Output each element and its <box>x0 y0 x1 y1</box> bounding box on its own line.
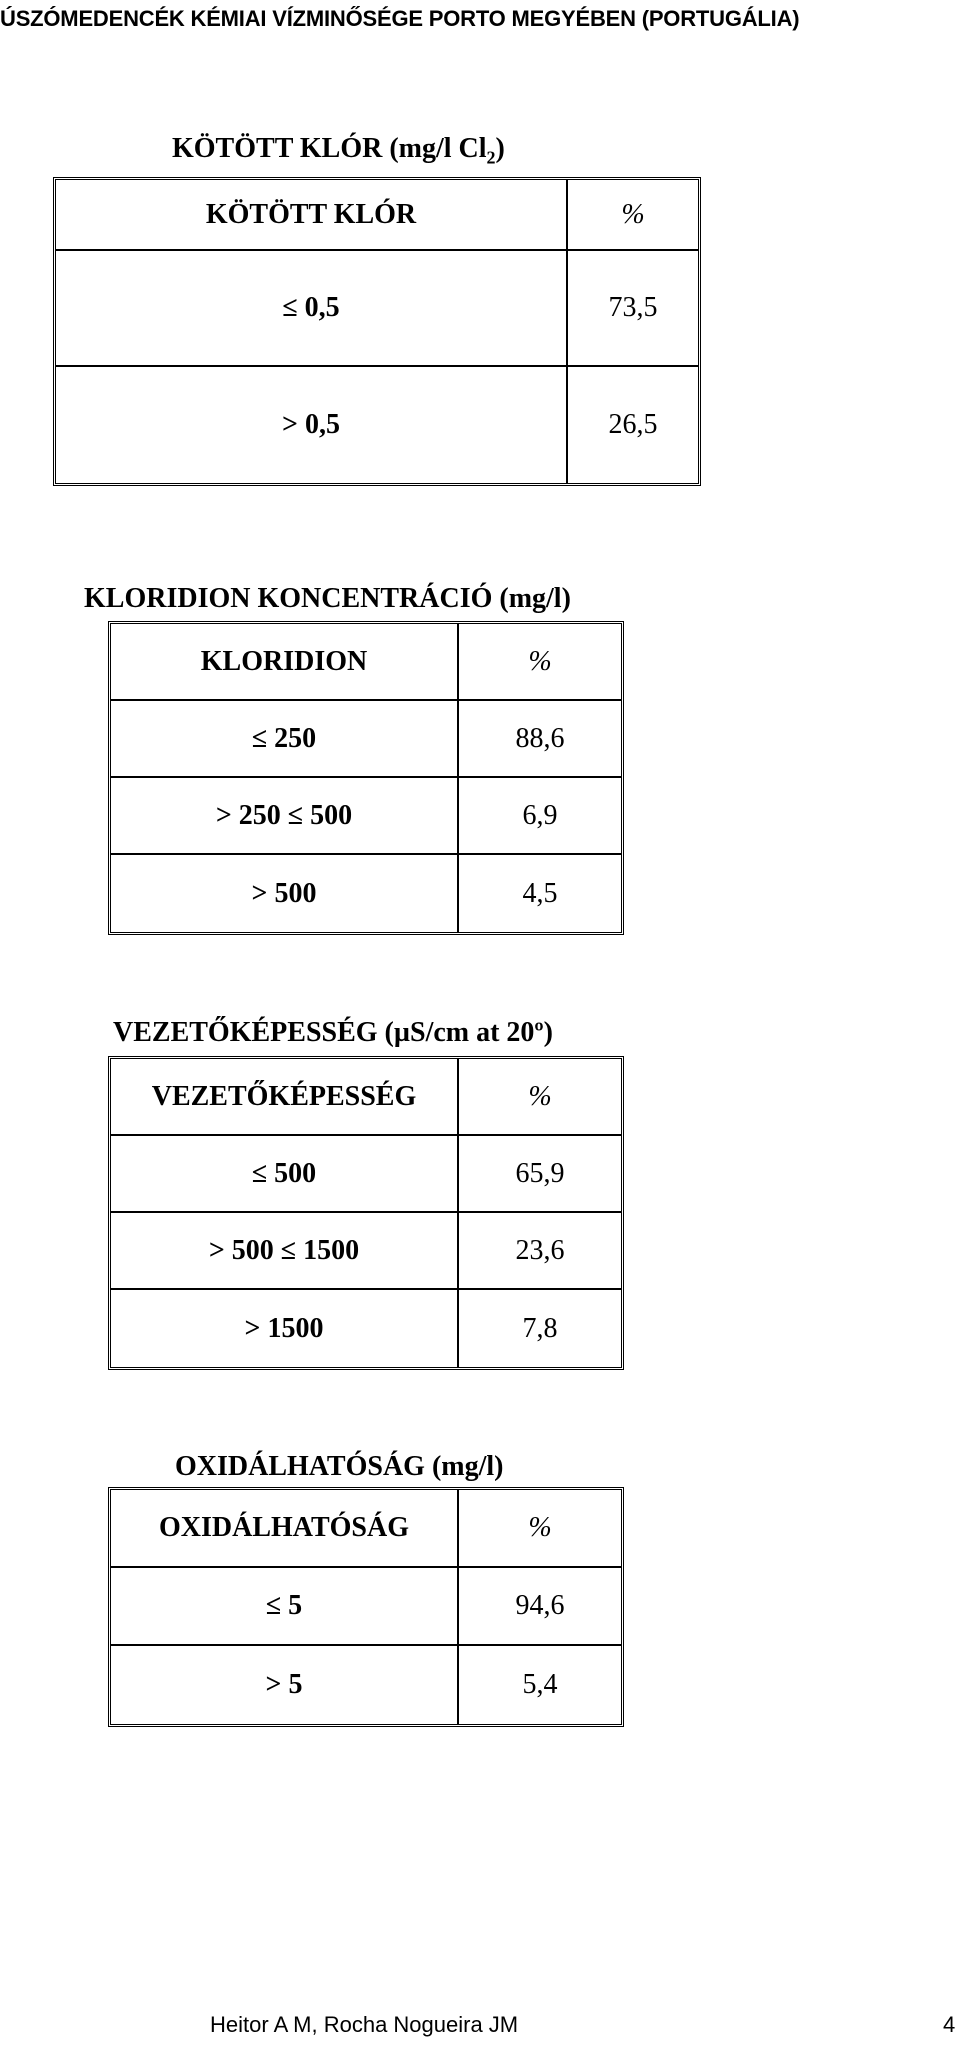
kloridion-table <box>108 621 624 935</box>
table-cell: 65,9 <box>459 1136 621 1213</box>
table-cell: > 0,5 <box>56 367 568 483</box>
table-row <box>111 778 621 855</box>
table-cell: > 500 ≤ 1500 <box>111 1213 459 1290</box>
table-cell: 88,6 <box>459 701 621 778</box>
table-cell: 4,5 <box>522 877 558 909</box>
table-row <box>56 367 698 483</box>
section-title-kloridion: KLORIDION KONCENTRÁCIÓ (mg/l) <box>84 583 571 614</box>
column-header: KÖTÖTT KLÓR <box>56 180 568 251</box>
table-row <box>111 1213 621 1290</box>
table-cell: 94,6 <box>459 1568 621 1646</box>
table-header-row <box>111 624 621 701</box>
table-row <box>111 1290 621 1367</box>
table-cell: 7,8 <box>522 1312 558 1344</box>
table-cell: ≤ 5 <box>111 1568 459 1646</box>
table-cell: ≤ 250 <box>111 701 459 778</box>
table-cell: > 500 <box>111 855 459 932</box>
table-header-row <box>111 1490 621 1568</box>
column-header: VEZETŐKÉPESSÉG <box>111 1059 459 1136</box>
table-row <box>56 251 698 367</box>
section-title-vezetokepesseg: VEZETŐKÉPESSÉG (µS/cm at 20º) <box>113 1017 553 1048</box>
oxidalhatosag-table <box>108 1487 624 1727</box>
table-cell: ≤ 0,5 <box>56 251 568 367</box>
table-row <box>111 855 621 932</box>
column-header: KLORIDION <box>111 624 459 701</box>
column-header: % <box>568 180 698 251</box>
table-cell: 73,5 <box>568 251 698 367</box>
page-number: 4 <box>943 2012 956 2037</box>
table-header-row <box>111 1059 621 1136</box>
section-title-kotott-klor: KÖTÖTT KLÓR (mg/l $Cl_2$) <box>172 133 505 168</box>
kotott-klor-table <box>53 177 701 486</box>
table-cell: 23,6 <box>459 1213 621 1290</box>
column-header: % <box>459 1059 621 1136</box>
column-header: % <box>459 624 621 701</box>
table-row <box>111 701 621 778</box>
table-cell: 5,4 <box>522 1669 558 1700</box>
table-cell: 26,5 <box>608 409 658 440</box>
table-row <box>111 1568 621 1646</box>
table-cell: > 5 <box>111 1646 459 1724</box>
table-cell: 6,9 <box>459 778 621 855</box>
table-cell: > 1500 <box>111 1290 459 1367</box>
running-header: ÚSZÓMEDENCÉK KÉMIAI VÍZMINŐSÉGE PORTO MEGYÉBEN (PORTUGÁLIA) <box>0 6 800 31</box>
footer-author: Heitor A M, Rocha Nogueira JM <box>210 2012 519 2037</box>
table-row <box>111 1136 621 1213</box>
table-cell: > 250 ≤ 500 <box>111 778 459 855</box>
table-cell: ≤ 500 <box>111 1136 459 1213</box>
column-header: OXIDÁLHATÓSÁG <box>111 1490 459 1568</box>
table-row <box>111 1646 621 1724</box>
column-header: % <box>459 1490 621 1568</box>
table-header-row <box>56 180 698 251</box>
vezetokepesseg-table <box>108 1056 624 1370</box>
section-title-oxidalhatosag: OXIDÁLHATÓSÁG (mg/l) <box>175 1451 504 1482</box>
